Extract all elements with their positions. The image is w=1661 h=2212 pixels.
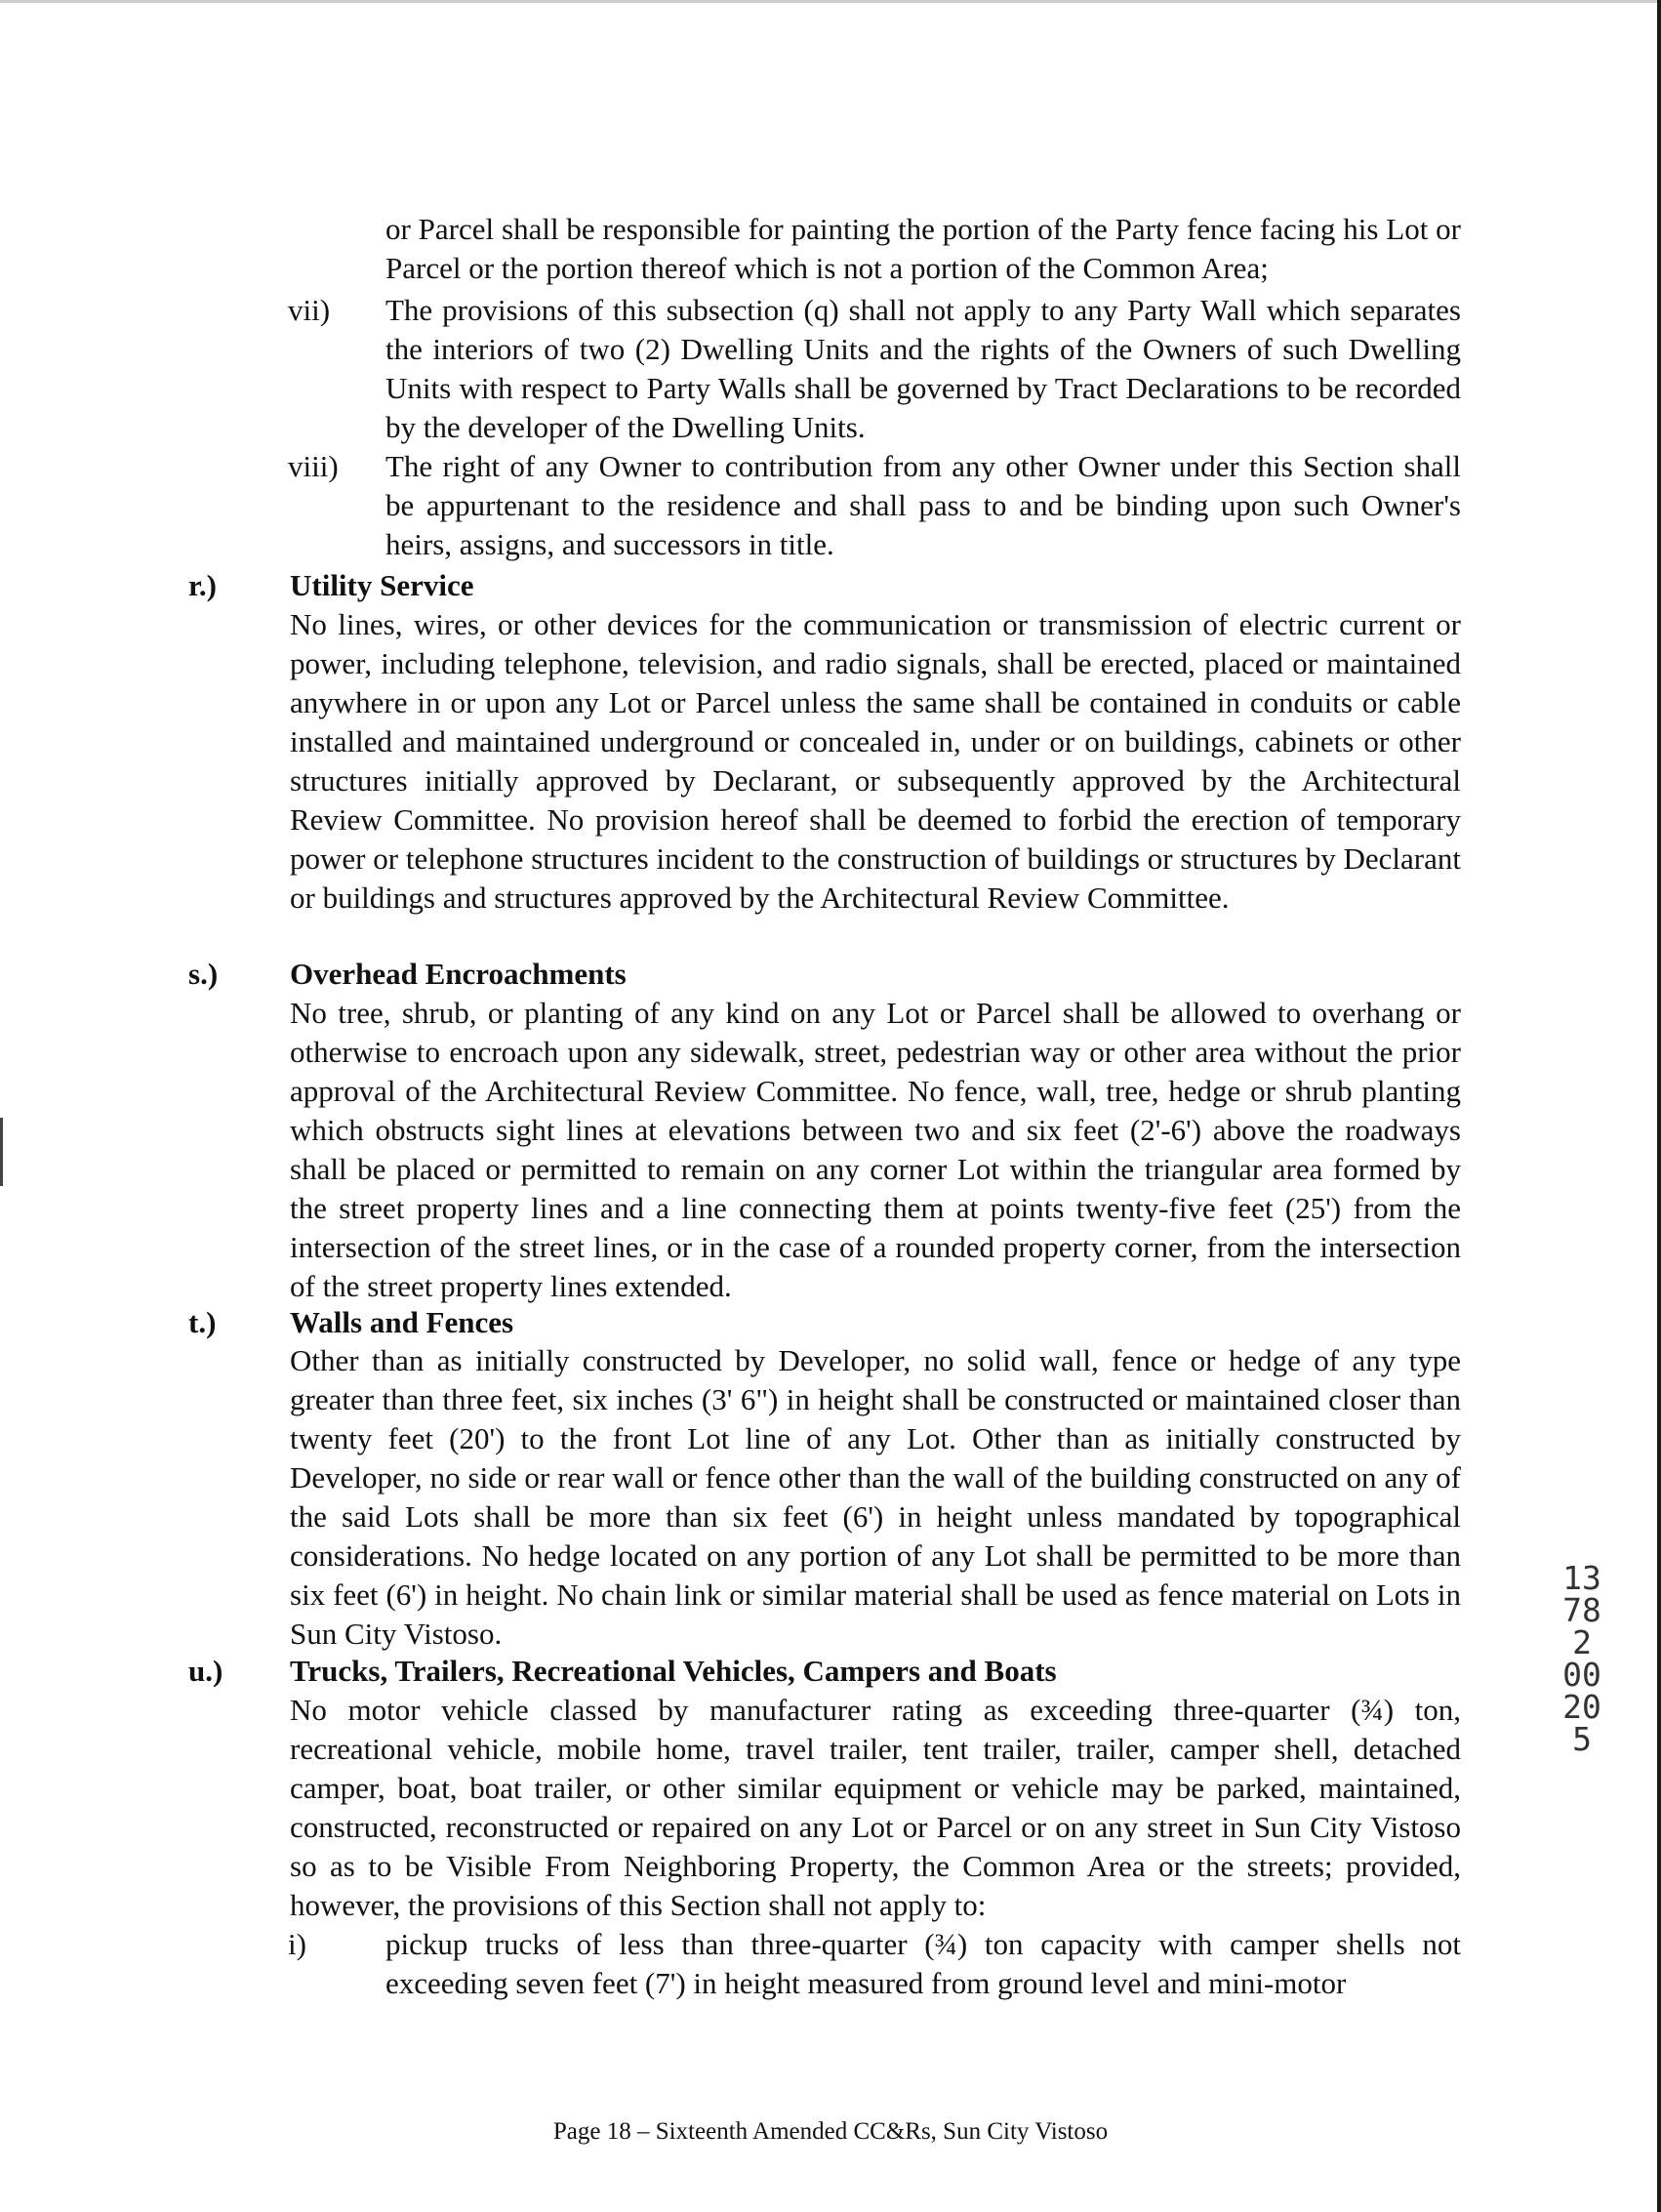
item-number: i) — [288, 1927, 306, 1961]
recording-number: 13782 00205 — [1562, 1559, 1601, 1758]
continuation-text: or Parcel shall be responsible for painting the portion of the Party fence facing his Lot or Parcel or the portion thereof which is not a portion of the Common Area; — [385, 212, 1461, 285]
section-letter: t.) — [188, 1305, 217, 1339]
page-footer: Page 18 – Sixteenth Amended CC&Rs, Sun City Vistoso — [552, 2118, 1109, 2145]
section-heading: Walls and Fences — [290, 1305, 514, 1339]
section-text: Other than as initially constructed by Developer, no solid wall, fence or hedge of any type greater than three feet, six inches (3' 6") in height shall be constructed or maintained closer than twenty feet (20') to the front Lot line of any Lot. Other than as initially constructed by Developer, no side or rear wall or fence other than the wall of the building constructed on any of the said Lots shall be more than six feet (6') in height unless mandated by topographical considerations. No hedge located on any portion of any Lot shall be permitted to be more than six feet (6') in height. No chain link or similar material shall be used as fence material on Lots in Sun City Vistoso. — [290, 1343, 1461, 1651]
scan-edge-right — [1657, 0, 1661, 2212]
scan-mark-left — [0, 1118, 3, 1186]
item-number: vii) — [288, 293, 331, 327]
section-letter: s.) — [188, 957, 219, 991]
section-letter: r.) — [188, 568, 217, 602]
section-heading: Utility Service — [290, 568, 474, 602]
section-text: No lines, wires, or other devices for the communication or transmission of electric current or power, including telephone, television, and radio signals, shall be erected, placed or maintained anywhere in or upon any Lot or Parcel unless the same shall be contained in conduits or cable installed and maintained underground or concealed in, under or on buildings, cabinets or other structures initially approved by Declarant, or subsequently approved by the Architectural Review Committee. No provision hereof shall be deemed to forbid the erection of temporary power or telephone structures incident to the construction of buildings or structures by Declarant or buildings and structures approved by the Architectural Review Committee. — [290, 607, 1461, 915]
section-text: No motor vehicle classed by manufacturer rating as exceeding three-quarter (¾) ton, recreational vehicle, mobile home, travel trailer, tent trailer, trailer, camper shell, detached camper, boat, boat trailer, or other similar equipment or vehicle may be parked, maintained, constructed, reconstructed or repaired on any Lot or Parcel or on any street in Sun City Vistoso so as to be Visible From Neighboring Property, the Common Area or the streets; provided, however, the provisions of this Section shall not apply to: — [290, 1693, 1461, 1922]
item-text: The provisions of this subsection (q) shall not apply to any Party Wall which separates the interiors of two (2) Dwelling Units and the rights of the Owners of such Dwelling Units with respect to Party Walls shall be governed by Tract Declarations to be recorded by the developer of the Dwelling Units. — [385, 293, 1461, 444]
section-heading: Overhead Encroachments — [290, 957, 627, 991]
item-number: viii) — [288, 449, 339, 483]
scan-edge-top — [0, 0, 1661, 3]
section-text: No tree, shrub, or planting of any kind on any Lot or Parcel shall be allowed to overhang or otherwise to encroach upon any sidewalk, street, pedestrian way or other area without the prior approval of the Architectural Review Committee. No fence, wall, tree, hedge or shrub planting which obstructs sight lines at elevations between two and six feet (2'-6') above the roadways shall be placed or permitted to remain on any corner Lot within the triangular area formed by the street property lines and a line connecting them at points twenty-five feet (25') from the intersection of the street lines, or in the case of a rounded property corner, from the intersection of the street property lines extended. — [290, 996, 1461, 1303]
item-text: pickup trucks of less than three-quarter (¾) ton capacity with camper shells not exceeding seven feet (7') in height measured from ground level and mini-motor — [385, 1927, 1461, 2000]
section-heading: Trucks, Trailers, Recreational Vehicles, Campers and Boats — [290, 1654, 1057, 1688]
item-text: The right of any Owner to contribution from any other Owner under this Section shall be appurtenant to the residence and shall pass to and be binding upon such Owner's heirs, assigns, and successors in title. — [385, 449, 1461, 561]
section-letter: u.) — [188, 1654, 223, 1688]
